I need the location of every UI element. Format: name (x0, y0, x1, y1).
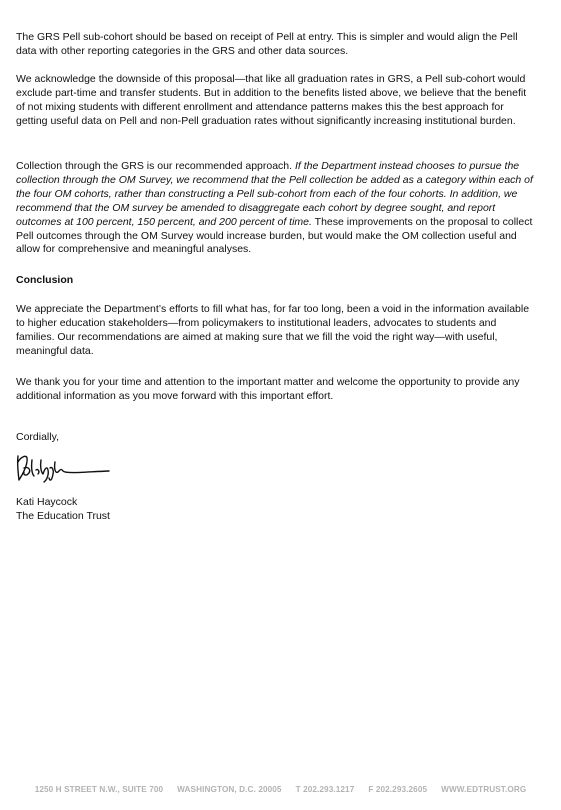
paragraph-downside: We acknowledge the downside of this proposal—that like all graduation rates in GRS, a Pell sub-cohort would exclude part-time and transfer students. But in addition to the benefits listed above, we believe that the benefit of not mixing students with different enrollment and attendance patterns makes this the best approach for getting useful data on Pell and non-Pell graduation rates without significantly increasing institutional burden. (16, 73, 527, 127)
paragraph-grs-start: Collection through the GRS is our recommended approach. (16, 160, 295, 172)
paragraph-grs-recommendation (16, 160, 536, 257)
signer-organization: The Education Trust (16, 510, 110, 522)
closing-salutation: Cordially, (16, 431, 59, 443)
paragraph-grs-end: These improvements on the proposal to collect Pell outcomes through the OM Survey would increase burden, but would make the OM collection useful and allow for comprehensive and meaningful analyses. (16, 215, 533, 256)
letterhead-footer (0, 785, 561, 794)
footer-fax: F 202.293.2605 (368, 785, 428, 794)
footer-address: 1250 H STREET N.W., SUITE 700 (34, 785, 164, 794)
footer-phone: T 202.293.1217 (295, 785, 355, 794)
footer-website: WWW.EDTRUST.ORG (441, 785, 527, 794)
signature-icon (14, 450, 114, 484)
paragraph-thanks: We thank you for your time and attention to the important matter and welcome the opportunity to provide any additional information as you move forward with this important effort. (16, 376, 520, 402)
signer-name: Kati Haycock (16, 496, 78, 508)
paragraph-pell-subcohort: The GRS Pell sub-cohort should be based on receipt of Pell at entry. This is simpler and would align the Pell data with other reporting categories in the GRS and other data sources. (16, 31, 518, 57)
footer-city: WASHINGTON, D.C. 20005 (177, 785, 282, 794)
signer-block (16, 495, 110, 523)
paragraph-om-survey-italic: If the Department instead chooses to pursue the collection through the OM Survey, we recommend that the Pell collection be added as a category within each of the four OM cohorts, rather than constructing a Pell sub-cohort from each of the four cohorts. In addition, we recommend that the OM survey be amended to disaggregate each cohort by degree sought, and report outcomes at 100 percent, 150 percent, and 200 percent of time. (16, 160, 533, 228)
paragraph-appreciation: We appreciate the Department’s efforts to fill what has, for far too long, been a void in the information available to higher education stakeholders—from policymakers to institutional leaders, advocates to students and families. Our recommendations are aimed at making sure that we fill the void the right way—with useful, meaningful data. (16, 303, 530, 357)
conclusion-heading: Conclusion (16, 274, 74, 286)
